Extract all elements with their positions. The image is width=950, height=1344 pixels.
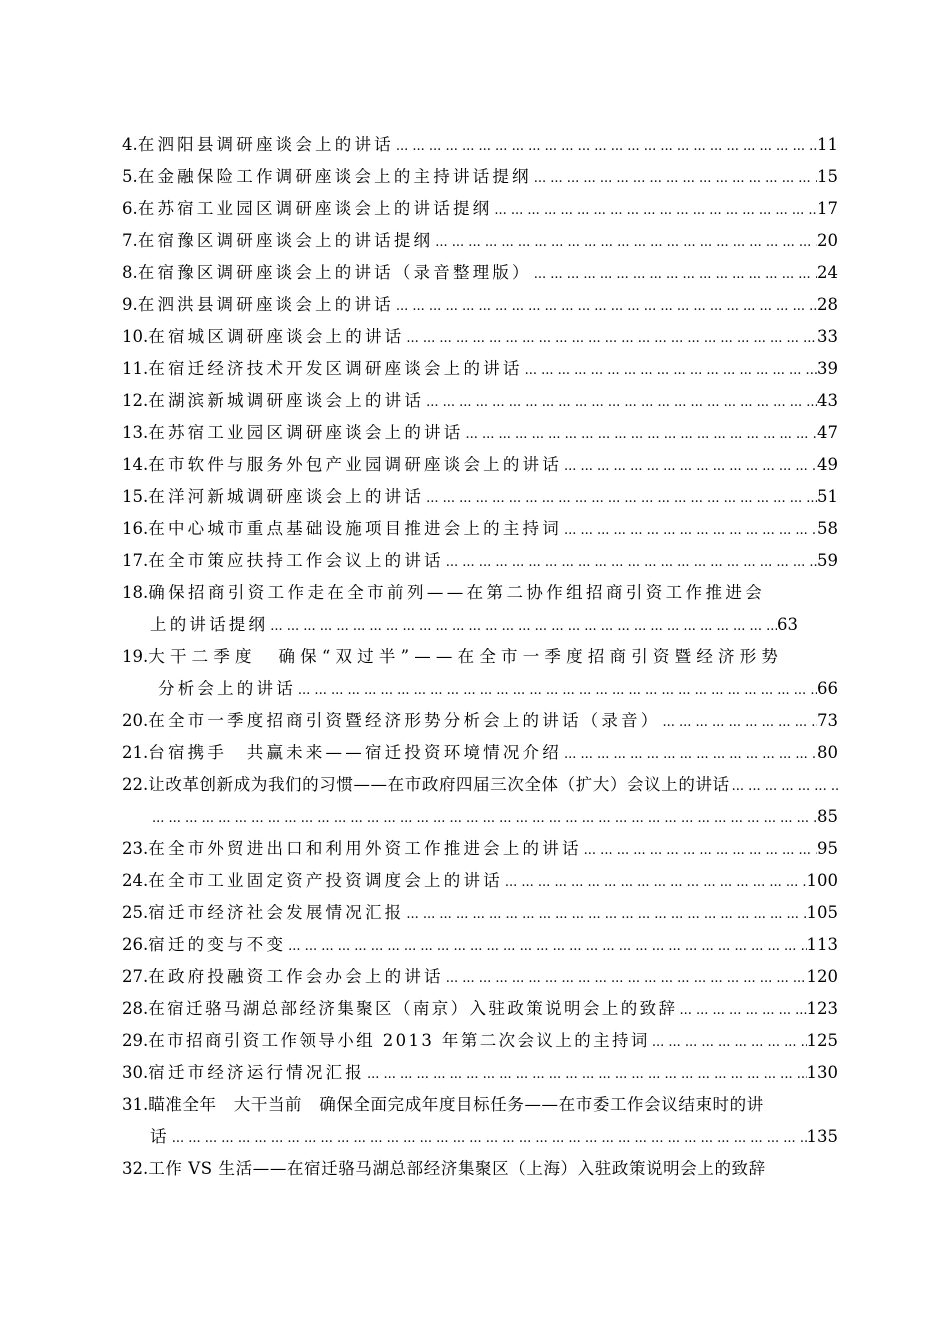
dot-leader — [170, 1123, 807, 1153]
toc-entry-number: 17. — [122, 551, 149, 570]
toc-entry-title: 在泗阳县调研座谈会上的讲话 — [137, 135, 394, 154]
toc-entry-title: 在市招商引资工作领导小组 2013 年第二次会议上的主持词 — [148, 1031, 650, 1050]
toc-entry — [122, 545, 838, 577]
toc-entry-page: 51 — [817, 487, 838, 506]
toc-entry-number: 6. — [122, 199, 138, 218]
toc-entry — [122, 833, 838, 865]
toc-entry-number: 21. — [122, 743, 149, 762]
toc-entry-page: 66 — [817, 679, 838, 698]
dot-leader — [562, 739, 817, 769]
toc-entry-page: 130 — [806, 1063, 838, 1082]
toc-entry-page: 11 — [817, 135, 838, 154]
toc-entry-title: 在全市一季度招商引资暨经济形势分析会上的讲话（录音） — [148, 711, 661, 730]
toc-entry — [122, 289, 838, 321]
toc-entry-title: 在宿豫区调研座谈会上的讲话提纲 — [137, 231, 434, 250]
dot-leader — [677, 995, 806, 1025]
toc-entry-title: 确保招商引资工作走在全市前列——在第二协作组招商引资工作推进会 — [148, 583, 766, 602]
toc-entry-number: 22. — [122, 775, 149, 794]
dot-leader — [394, 291, 817, 321]
toc-entry-page: 113 — [806, 935, 838, 954]
toc-entry-number: 29. — [122, 1031, 149, 1050]
toc-entry-page: 100 — [806, 871, 838, 890]
toc-entry — [122, 641, 838, 705]
toc-entry-number: 16. — [122, 519, 149, 538]
toc-entry — [122, 129, 838, 161]
toc-entry-page: 125 — [806, 1031, 838, 1050]
toc-entry-number: 9. — [122, 295, 138, 314]
dot-leader — [286, 931, 806, 961]
toc-entry-page: 105 — [806, 903, 838, 922]
toc-entry-number: 5. — [122, 167, 138, 186]
toc-entry-number: 14. — [122, 455, 149, 474]
toc-entry — [122, 321, 838, 353]
toc-entry-page: 43 — [817, 391, 838, 410]
toc-entry-title-continued: 话 — [150, 1127, 170, 1146]
toc-entry-title: 大干二季度 确保“双过半”——在全市一季度招商引资暨经济形势 — [148, 647, 784, 666]
toc-entry-page: 80 — [817, 743, 838, 762]
toc-entry — [122, 513, 838, 545]
toc-entry — [122, 897, 838, 929]
dot-leader — [433, 227, 817, 257]
toc-entry-page: 63 — [777, 615, 798, 634]
toc-entry-page: 95 — [817, 839, 838, 858]
dot-leader — [532, 163, 817, 193]
toc-entry-number: 30. — [122, 1063, 149, 1082]
dot-leader — [404, 323, 817, 353]
toc-entry — [122, 929, 838, 961]
toc-entry-title: 在宿迁经济技术开发区调研座谈会上的讲话 — [148, 359, 523, 378]
toc-entry-title: 在宿迁骆马湖总部经济集聚区（南京）入驻政策说明会上的致辞 — [148, 999, 678, 1018]
toc-entry-title: 在苏宿工业园区调研座谈会上的讲话提纲 — [137, 199, 493, 218]
toc-entry-page: 120 — [806, 967, 838, 986]
toc-entry — [122, 961, 838, 993]
toc-entry — [122, 417, 838, 449]
toc-entry-page: 33 — [817, 327, 838, 346]
toc-entry-number: 8. — [122, 263, 138, 282]
toc-entry-title: 在市软件与服务外包产业园调研座谈会上的讲话 — [148, 455, 562, 474]
toc-entry — [122, 193, 838, 225]
dot-leader — [296, 675, 817, 705]
toc-entry-number: 11. — [122, 359, 149, 378]
dot-leader — [730, 771, 838, 801]
dot-leader — [150, 803, 817, 833]
toc-entry — [122, 769, 838, 833]
toc-entry-title: 在洋河新城调研座谈会上的讲话 — [148, 487, 425, 506]
toc-entry-number: 19. — [122, 647, 149, 666]
toc-entry — [122, 1057, 838, 1089]
toc-entry-page: 28 — [817, 295, 838, 314]
toc-entry-title: 在苏宿工业园区调研座谈会上的讲话 — [148, 423, 464, 442]
toc-entry — [122, 737, 838, 769]
toc-entry-number: 27. — [122, 967, 149, 986]
dot-leader — [404, 899, 806, 929]
toc-entry — [122, 385, 838, 417]
toc-entry-title: 宿迁的变与不变 — [148, 935, 287, 954]
toc-entry — [122, 865, 838, 897]
toc-entry-number: 13. — [122, 423, 149, 442]
toc-entry-title: 在中心城市重点基础设施项目推进会上的主持词 — [148, 519, 562, 538]
dot-leader — [424, 387, 817, 417]
toc-entry — [122, 161, 838, 193]
toc-entry-title: 工作 VS 生活——在宿迁骆马湖总部经济集聚区（上海）入驻政策说明会上的致辞 — [148, 1159, 766, 1178]
toc-entry-title: 宿迁市经济社会发展情况汇报 — [148, 903, 405, 922]
toc-entry-number: 12. — [122, 391, 149, 410]
toc-entry-title: 让改革创新成为我们的习惯——在市政府四届三次全体（扩大）会议上的讲话 — [148, 775, 730, 794]
toc-entry-page: 59 — [817, 551, 838, 570]
toc-entry — [122, 353, 838, 385]
toc-entry-number: 18. — [122, 583, 149, 602]
toc-entry-title: 在金融保险工作调研座谈会上的主持讲话提纲 — [137, 167, 532, 186]
toc-entry — [122, 1153, 838, 1185]
toc-entry-number: 25. — [122, 903, 149, 922]
dot-leader — [582, 835, 817, 865]
dot-leader — [444, 547, 817, 577]
toc-entry-number: 10. — [122, 327, 149, 346]
toc-entry-number: 15. — [122, 487, 149, 506]
toc-entry-title: 在全市外贸进出口和利用外资工作推进会上的讲话 — [148, 839, 582, 858]
toc-entry-number: 24. — [122, 871, 149, 890]
toc-entry — [122, 993, 838, 1025]
toc-entry-page: 24 — [817, 263, 838, 282]
dot-leader — [650, 1027, 807, 1057]
dot-leader — [365, 1059, 807, 1089]
dot-leader — [562, 451, 817, 481]
toc-entry-title: 瞄准全年 大干当前 确保全面完成年度目标任务——在市委工作会议结束时的讲 — [148, 1095, 764, 1114]
toc-entry — [122, 1089, 838, 1153]
toc-entry-title: 在政府投融资工作会办会上的讲话 — [148, 967, 444, 986]
toc-entry-page: 73 — [817, 711, 838, 730]
toc-entry-title: 在湖滨新城调研座谈会上的讲话 — [148, 391, 425, 410]
dot-leader — [424, 483, 817, 513]
dot-leader — [532, 259, 817, 289]
toc-entry — [122, 577, 838, 641]
toc-entry-page: 123 — [806, 999, 838, 1018]
toc-entry-title: 在全市策应扶持工作会议上的讲话 — [148, 551, 444, 570]
toc-entry — [122, 449, 838, 481]
toc-entry-title-continued: 分析会上的讲话 — [158, 679, 296, 698]
toc-entry-page: 20 — [817, 231, 838, 250]
toc-entry-number: 4. — [122, 135, 138, 154]
toc-entry-page: 58 — [817, 519, 838, 538]
dot-leader — [268, 611, 777, 641]
toc-entry-title: 在宿城区调研座谈会上的讲话 — [148, 327, 405, 346]
toc-entry — [122, 481, 838, 513]
toc-entry-title: 在宿豫区调研座谈会上的讲话（录音整理版） — [137, 263, 532, 282]
dot-leader — [660, 707, 817, 737]
toc-entry-page: 17 — [817, 199, 838, 218]
toc-entry-page: 49 — [817, 455, 838, 474]
toc-entry-page: 135 — [806, 1127, 838, 1146]
dot-leader — [394, 131, 817, 161]
dot-leader — [463, 419, 817, 449]
toc-entry-page: 39 — [817, 359, 838, 378]
toc-entry-number: 7. — [122, 231, 138, 250]
toc-entry — [122, 225, 838, 257]
toc-entry — [122, 257, 838, 289]
toc-entry-page: 47 — [817, 423, 838, 442]
toc-entry-number: 31. — [122, 1095, 149, 1114]
toc-entry-number: 23. — [122, 839, 149, 858]
toc-entry-number: 26. — [122, 935, 149, 954]
toc-entry-title: 在全市工业固定资产投资调度会上的讲话 — [148, 871, 503, 890]
toc-entry-number: 32. — [122, 1159, 149, 1178]
table-of-contents — [122, 129, 838, 1185]
dot-leader — [523, 355, 817, 385]
toc-entry-title: 在泗洪县调研座谈会上的讲话 — [137, 295, 394, 314]
toc-entry — [122, 1025, 838, 1057]
toc-entry-page: 85 — [817, 807, 838, 826]
toc-entry-title: 台宿携手 共赢未来——宿迁投资环境情况介绍 — [148, 743, 562, 762]
toc-entry-number: 20. — [122, 711, 149, 730]
dot-leader — [562, 515, 817, 545]
toc-entry-page: 15 — [817, 167, 838, 186]
toc-entry — [122, 705, 838, 737]
dot-leader — [503, 867, 807, 897]
dot-leader — [492, 195, 817, 225]
toc-entry-title-continued: 上的讲话提纲 — [150, 615, 269, 634]
toc-entry-title: 宿迁市经济运行情况汇报 — [148, 1063, 365, 1082]
toc-entry-number: 28. — [122, 999, 149, 1018]
dot-leader — [444, 963, 807, 993]
